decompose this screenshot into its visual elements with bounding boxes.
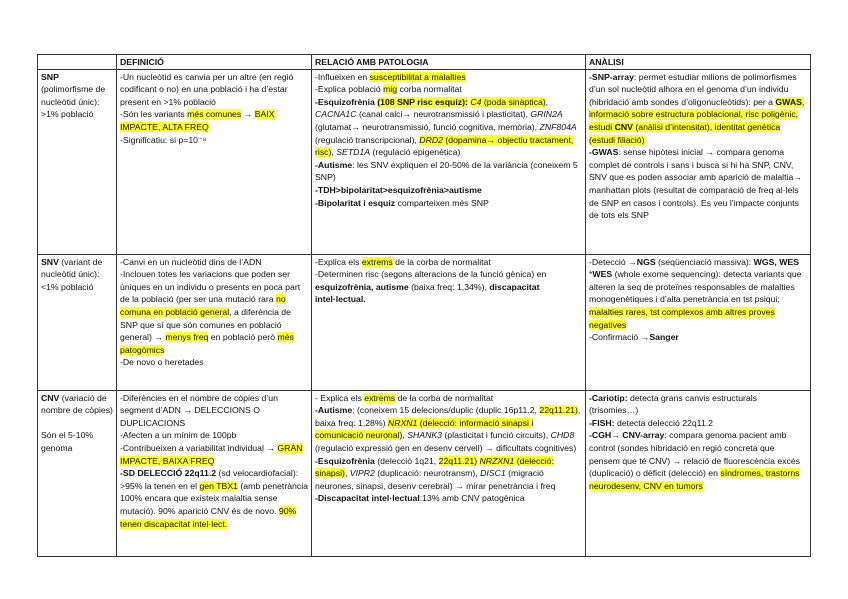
cell-paragraph bbox=[120, 356, 308, 369]
variant-description: (variant de nucleòtid únic): <1% població bbox=[41, 256, 103, 292]
highlighted-text: (dopamina→ objectiu tractament, risc) bbox=[315, 134, 574, 158]
text-run: SETD1A bbox=[336, 147, 371, 158]
text-run: -Bipolaritat i esquiz bbox=[315, 197, 396, 208]
text-run: en població però bbox=[208, 332, 278, 343]
text-run: -GWAS bbox=[589, 147, 619, 158]
cell-paragraph bbox=[589, 146, 807, 222]
highlighted-text: extrems bbox=[364, 392, 396, 403]
variant-name: SNP bbox=[41, 71, 59, 82]
cell-paragraph bbox=[120, 467, 308, 530]
text-run: , bbox=[344, 468, 350, 479]
cell-paragraph bbox=[315, 256, 582, 269]
highlighted-text: mig bbox=[383, 84, 398, 95]
pathology-cell bbox=[312, 254, 586, 390]
text-run: -Discapacitat intel·lectual bbox=[315, 493, 420, 504]
text-run: CACNA1C bbox=[315, 109, 357, 120]
text-run: (regulació epigenètica) bbox=[370, 147, 461, 158]
analysis-cell bbox=[586, 69, 811, 254]
text-run: de la corba de normalitat bbox=[392, 256, 491, 267]
highlighted-text: 22q11.21) bbox=[438, 455, 478, 466]
text-run: -Contribueixen a variabilitat individual → bbox=[120, 442, 278, 453]
pathology-cell bbox=[312, 390, 586, 556]
text-run: corba normalitat bbox=[397, 84, 462, 95]
cell-paragraph bbox=[315, 184, 582, 197]
text-run: -Determinen risc (segons alteracions de la funció gènica) en bbox=[315, 269, 547, 280]
variant-name: CNV bbox=[41, 392, 60, 403]
text-run: -Explica els bbox=[315, 256, 362, 267]
text-run: -TDH>bipolaritat>esquizofrènia>autisme bbox=[315, 184, 482, 195]
text-run: -Influeixen en bbox=[315, 71, 370, 82]
text-run: -Un nucleòtid es canvia per un altre (en regió codificant o no) en una població i ha d’estar present en >1% població bbox=[120, 71, 294, 107]
cell-paragraph bbox=[120, 71, 308, 109]
cell-paragraph bbox=[315, 492, 582, 505]
text-run: -Canvi en un nucleòtid dins de l’ADN bbox=[120, 256, 262, 267]
pathology-cell bbox=[312, 69, 586, 254]
highlighted-text: C4 bbox=[470, 96, 482, 107]
highlighted-text: síndromes, trastorns neurodesenv, CNV en tumors bbox=[589, 468, 800, 491]
definition-cell bbox=[117, 254, 312, 390]
text-run: ZNF804A bbox=[539, 121, 577, 132]
text-run: -Diferències en el nombre de còpies d’un segment d’ADN → DELECCIONS O DUPLICACIONS bbox=[120, 392, 278, 428]
cell-paragraph bbox=[589, 429, 807, 492]
highlighted-text: (delecció: informació sinapsi i comunicació neuronal) bbox=[315, 417, 534, 441]
analysis-cell bbox=[586, 254, 811, 390]
cell-paragraph bbox=[589, 71, 807, 147]
text-run: * bbox=[589, 269, 593, 280]
cell-paragraph bbox=[315, 392, 582, 405]
highlighted-text: gen TBX1 bbox=[199, 480, 238, 491]
text-run: -CGH→ CNV-array bbox=[589, 430, 665, 441]
row-label bbox=[38, 254, 117, 390]
highlighted-text: (108 SNP risc esquiz): bbox=[377, 96, 468, 107]
text-run: Sanger bbox=[649, 332, 679, 343]
cell-paragraph bbox=[589, 392, 807, 417]
text-run: , bbox=[545, 96, 549, 107]
highlighted-text: DRD2 bbox=[419, 134, 443, 145]
text-run: DISC1 bbox=[480, 468, 506, 479]
highlighted-text: extrems bbox=[361, 256, 393, 267]
text-run: WES bbox=[592, 269, 613, 280]
highlighted-text: BAIX IMPACTE, ALTA FREQ bbox=[120, 109, 275, 132]
text-run: detecta grans canvis estructurals (trisomies…) bbox=[589, 392, 758, 416]
row-label bbox=[38, 390, 117, 556]
text-run: (whole exome sequencing): detecta variants que alteren la seq de proteïnes responsables de malalties monogenètiques i d’alta penetrància en tst psiqui: bbox=[589, 269, 802, 305]
analysis-cell bbox=[586, 390, 811, 556]
highlighted-text: NRXN1 bbox=[387, 417, 418, 428]
text-run: - Explica els bbox=[315, 392, 365, 403]
text-run: , baixa freq: 1,28%) bbox=[315, 405, 581, 428]
text-run: discapacitat intel·lectual. bbox=[315, 281, 540, 305]
text-run: (sd velocardiofacial): >95% la tenen en el bbox=[120, 468, 299, 491]
text-run: -Són les variants bbox=[120, 109, 188, 120]
header-analysis: ANÀLISI bbox=[586, 55, 811, 70]
text-run: (canal calci→ neurotransmissió i plasticitat), bbox=[356, 109, 531, 120]
text-run: comparteixen més SNP bbox=[395, 197, 489, 208]
cell-paragraph bbox=[315, 197, 582, 210]
text-run: : sense hipòtesi inicial → compara genoma complet de controls i sans i busca si hi ha SNP, CNV, SNV que es poden associar amb aparició de malaltia→ manhattan plots (resultat de comparació de freq al·lels de SNP en casos i controls). Es veu l’impacte conjunts de tots els SNP bbox=[589, 147, 802, 221]
variant-description: (variació de nombre de còpies) bbox=[41, 392, 113, 416]
cell-paragraph bbox=[315, 404, 582, 454]
highlighted-text: (delecció: sinapsi) bbox=[315, 455, 554, 479]
text-run: -Autisme bbox=[315, 159, 353, 170]
cell-paragraph bbox=[315, 455, 582, 493]
header-pathology: RELACIÓ AMB PATOLOGIA bbox=[312, 55, 586, 70]
cell-paragraph bbox=[589, 417, 807, 430]
highlighted-text: CNV bbox=[614, 121, 633, 132]
highlighted-text: GRAN IMPACTE, BAIXA FREQ bbox=[120, 442, 303, 466]
text-run: -Detecció → bbox=[589, 256, 637, 267]
text-run: -Explica població bbox=[315, 84, 384, 95]
cell-paragraph bbox=[120, 392, 308, 430]
text-run: (amb penetrància 100% encara que existeix malaltia sense mutació). 90% aparició CNV és de novo. bbox=[120, 480, 308, 516]
text-run: -De novo o heretades bbox=[120, 357, 204, 368]
highlighted-text: 22q11.21) bbox=[539, 405, 578, 416]
text-run: -Esquizofrènia bbox=[315, 455, 375, 466]
highlighted-text: susceptibilitat a malalties bbox=[369, 71, 466, 82]
text-run: , a diferència de SNP que sí que són comunes en població general) → bbox=[120, 306, 291, 343]
text-run: -Confirmació → bbox=[589, 332, 650, 343]
definition-cell bbox=[117, 69, 312, 254]
cell-paragraph bbox=[315, 71, 582, 84]
text-run: NGS bbox=[636, 256, 656, 267]
row-snp bbox=[38, 69, 811, 254]
cell-paragraph bbox=[120, 442, 308, 467]
cell-paragraph bbox=[120, 268, 308, 356]
text-run: :13% amb CNV patogènica bbox=[419, 493, 525, 504]
text-run: GRIN2A bbox=[530, 109, 563, 120]
text-run: esquizofrènia, autisme bbox=[315, 281, 409, 292]
variant-name: SNV bbox=[41, 256, 59, 267]
text-run: SHANK3 bbox=[407, 430, 442, 441]
cell-paragraph bbox=[315, 83, 582, 96]
text-run: : les SNV expliquen el 20-50% de la variància (coneixem 5 SNP) bbox=[315, 159, 578, 183]
highlighted-text: més patogòmics bbox=[120, 332, 294, 355]
text-run: (regulació expressió gen en desenv cervell) → dificultats cognitives) bbox=[315, 442, 577, 453]
variant-description: (polimorfisme de nucleòtid únic): >1% població bbox=[41, 84, 106, 120]
text-run: (regulació transcripcional), bbox=[315, 134, 420, 145]
text-run: -Afecten a un mínim de 100pb bbox=[120, 430, 237, 441]
highlighted-text: malalties rares, tst complexos amb altres proves negatives bbox=[589, 306, 775, 330]
header-blank bbox=[38, 55, 117, 70]
cell-paragraph bbox=[589, 331, 807, 344]
text-run: -FISH: bbox=[589, 417, 615, 428]
text-run: -SD DELECCIÓ 22q11.2 bbox=[120, 468, 217, 479]
highlighted-text: GWAS bbox=[775, 96, 802, 107]
header-row bbox=[38, 55, 811, 70]
variant-note: Són el 5-10% genoma bbox=[41, 430, 94, 453]
text-run: (glutamat→ neurotransmissió, funció cognitiva, memòria), bbox=[315, 121, 540, 132]
cell-paragraph bbox=[120, 256, 308, 269]
highlighted-text: no comuna en població general bbox=[120, 294, 286, 317]
text-run: : compara genoma pacient amb control (sondes hibridació en regió concreta que pensem que té CNV) → relació de fluorescència excés (duplicació) o dèficit (delecció) en bbox=[589, 430, 801, 479]
highlighted-text: més comunes bbox=[187, 109, 242, 120]
text-run: (baixa freq: 1,34%), bbox=[408, 281, 490, 292]
text-run: , bbox=[331, 147, 337, 158]
text-run: detecta delecció 22q11.2 bbox=[614, 417, 713, 428]
highlighted-text: (anàlisi d’intensitat), identitat genètica (estudi filiació) bbox=[589, 121, 781, 145]
cell-paragraph bbox=[120, 429, 308, 442]
row-label bbox=[38, 69, 117, 254]
text-run: -Significatiu: si p=10⁻⁸ bbox=[120, 134, 207, 145]
definition-cell bbox=[117, 390, 312, 556]
text-run: → bbox=[241, 109, 255, 120]
text-run: VIPR2 bbox=[349, 468, 375, 479]
text-run: de la corba de normalitat bbox=[395, 392, 494, 403]
text-run: (seqüenciació massiva): bbox=[655, 256, 754, 267]
highlighted-text: 90% tenen discapacitat intel·lect. bbox=[120, 505, 297, 529]
text-run: (duplicació: neurotransm), bbox=[374, 468, 481, 479]
text-run: : (coneixem 15 delecions/duplic (duplic 16p11.2, bbox=[352, 405, 540, 416]
highlighted-text: , informació sobre estructura poblacional, risc poligènic, estudi bbox=[589, 96, 805, 132]
cell-paragraph bbox=[589, 256, 807, 269]
text-run: -Esquizofrènia bbox=[315, 96, 378, 107]
text-run: (delecció 1q21, bbox=[374, 455, 439, 466]
row-snv bbox=[38, 254, 811, 390]
text-run: (migració neurones, sinapsi, desenv cerebral) → mirar penetrància i freq bbox=[315, 468, 556, 491]
cell-paragraph bbox=[589, 268, 807, 331]
cell-paragraph bbox=[315, 268, 582, 306]
highlighted-text: NRZXN1 bbox=[479, 455, 515, 466]
text-run: -SNP-array bbox=[589, 71, 634, 82]
cell-paragraph bbox=[315, 159, 582, 184]
cell-paragraph bbox=[120, 108, 308, 133]
cell-paragraph bbox=[315, 96, 582, 159]
cell-paragraph bbox=[120, 134, 308, 147]
text-run: -Autisme bbox=[315, 405, 353, 416]
genetic-variants-table bbox=[37, 54, 811, 557]
header-definition: DEFINICIÓ bbox=[117, 55, 312, 70]
text-run: CHD8 bbox=[550, 430, 575, 441]
text-run: -Inclouen totes les variacions que poden ser úniques en un individu o presents en poca part de la població (per ser una mutació rara bbox=[120, 269, 301, 305]
text-run: WGS, WES bbox=[753, 256, 800, 267]
text-run: , bbox=[402, 430, 408, 441]
text-run: (plasticitat i funció circuits), bbox=[442, 430, 551, 441]
highlighted-text: (poda sinàptica) bbox=[481, 96, 546, 107]
highlighted-text: menys freq bbox=[165, 332, 209, 343]
row-cnv bbox=[38, 390, 811, 556]
text-run: : permet estudiar milions de polimorfismes d’un sol nucleòtid alhora en el genoma d’un individu (hibridació amb sondes d’oligonucleòtids): per a bbox=[589, 71, 797, 107]
text-run: -Cariotip: bbox=[589, 392, 628, 403]
